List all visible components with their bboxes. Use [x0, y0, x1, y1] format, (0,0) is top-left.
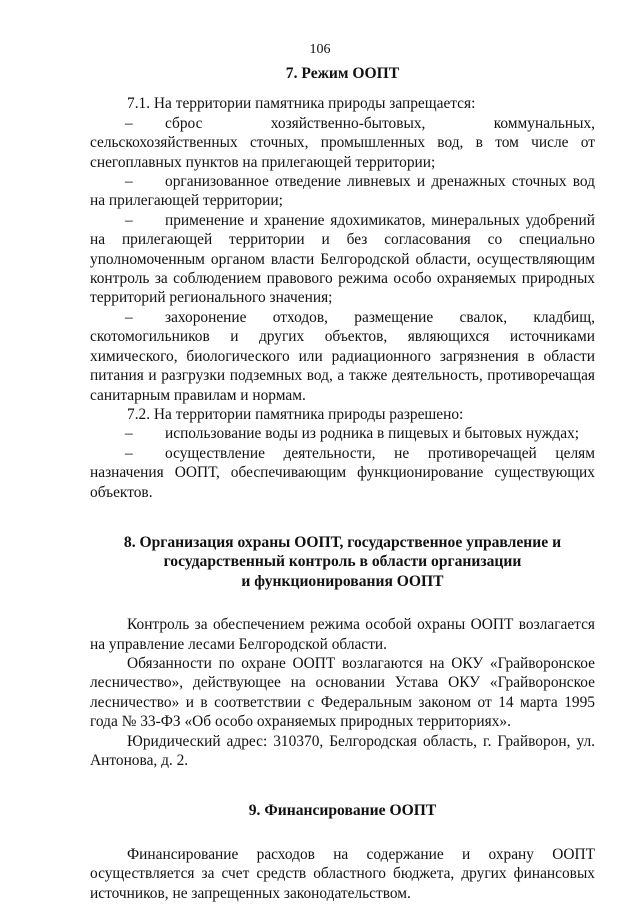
dash-marker: –	[125, 211, 133, 229]
page-number: 106	[309, 42, 331, 57]
dash-marker: –	[125, 308, 133, 326]
list-item: – использование воды из родника в пищевых и бытовых нуждах;	[125, 425, 580, 443]
paragraph: Контроль за обеспечением режима особой охраны ООПТ возлагается на управление лесами Белгородской области.	[90, 616, 595, 653]
section-8-heading-line: и функционирования ООПТ	[241, 572, 444, 590]
paragraph: Юридический адрес: 310370, Белгородская область, г. Грайворон, ул. Антонова, д. 2.	[90, 732, 595, 769]
paragraph-7-1: 7.1. На территории памятника природы запрещается:	[127, 95, 476, 113]
list-item: – сброс хозяйственно-бытовых, коммунальных, сельскохозяйственных сточных, промышленных вод, в том числе от снегоплавных пунктов на прилегающей территории;	[90, 114, 595, 171]
list-item: – захоронение отходов, размещение свалок, кладбищ, скотомогильников и других объектов, являющихся источниками химического, биологического или радиационного загрязнения в области питания и разгрузки подземных вод, а также деятельность, противоречащая санитарным правилам и нормам.	[90, 308, 595, 404]
paragraph-7-2: 7.2. На территории памятника природы разрешено:	[127, 405, 464, 423]
section-9-heading: 9. Финансирование ООПТ	[248, 802, 437, 820]
dash-marker: –	[125, 425, 133, 443]
section-7-heading: 7. Режим ООПТ	[285, 65, 400, 82]
section-8-heading-line: государственный контроль в области организации	[163, 553, 522, 571]
section-8-heading	[90, 533, 595, 591]
list-item: – организованное отведение ливневых и дренажных сточных вод на прилегающей территории;	[90, 173, 595, 210]
paragraph: Финансирование расходов на содержание и охрану ООПТ осуществляется за счет средств областного бюджета, других финансовых источников, не запрещенных законодательством.	[90, 845, 595, 902]
dash-marker: –	[125, 173, 133, 191]
dash-marker: –	[125, 114, 133, 132]
list-item: – осуществление деятельности, не противоречащей целям назначения ООПТ, обеспечивающим функционирование существующих объектов.	[90, 444, 595, 501]
section-8-heading-line: 8. Организация охраны ООПТ, государственное управление и	[123, 533, 562, 551]
document-body	[90, 64, 595, 903]
list-item: – применение и хранение ядохимикатов, минеральных удобрений на прилегающей территории и без согласования со специально уполномоченным органом власти Белгородской области, осуществляющим контроль за соблюдением правового режима особо охраняемых природных территорий регионального значения;	[90, 211, 595, 307]
paragraph: Обязанности по охране ООПТ возлагаются на ОКУ «Грайворонское лесничество», действующее на основании Устава ОКУ «Грайворонское лесничество» и в соответствии с Федеральным законом от 14 марта 1995 года № 33-ФЗ «Об особо охраняемых природных территориях».	[90, 654, 595, 731]
dash-marker: –	[125, 444, 133, 462]
